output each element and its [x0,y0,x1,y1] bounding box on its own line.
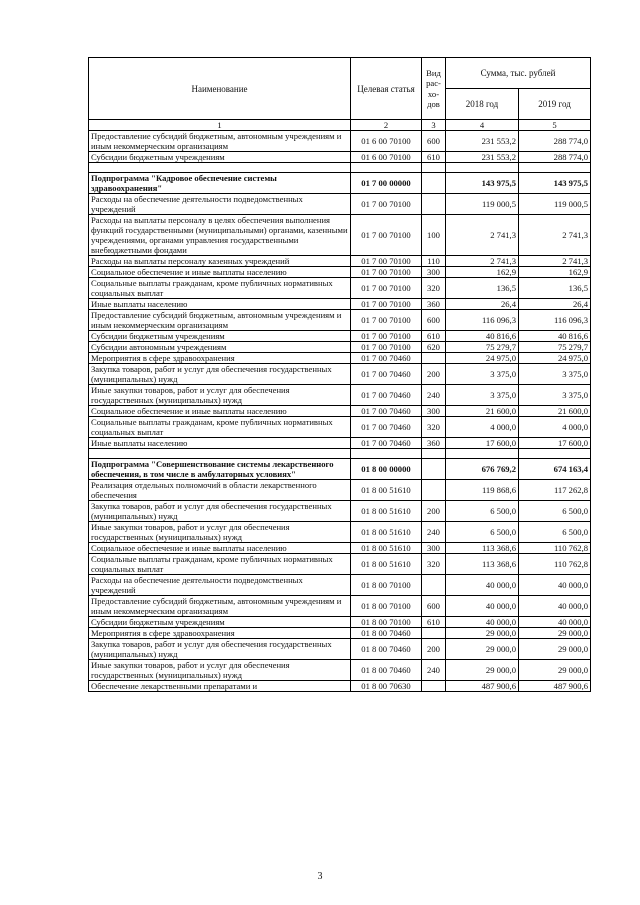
cell-amount-2019: 29 000,0 [519,628,591,639]
table-row [89,310,591,331]
cell-expense-type [422,459,446,480]
cell-target-article: 01 8 00 51610 [351,480,422,501]
cell-name: Социальные выплаты гражданам, кроме публичных нормативных социальных выплат [89,278,351,299]
cell-name: Закупка товаров, работ и услуг для обеспечения государственных (муниципальных) нужд [89,364,351,385]
cell-name: Реализация отдельных полномочий в области лекарственного обеспечения [89,480,351,501]
table-row [89,596,591,617]
cell-expense-type: 320 [422,417,446,438]
cell-name: Предоставление субсидий бюджетным, автономным учреждениям и иным некоммерческим организациям [89,596,351,617]
cell-amount-2019: 40 816,6 [519,331,591,342]
cell-target-article: 01 7 00 70100 [351,194,422,215]
cell-expense-type [422,480,446,501]
cell-amount-2019: 40 000,0 [519,596,591,617]
cell-name: Подпрограмма "Совершенствование системы лекарственного обеспечения, в том числе в амбулаторных условиях" [89,459,351,480]
cell-expense-type [422,194,446,215]
cell-name: Субсидии бюджетным учреждениям [89,617,351,628]
cell-amount-2018: 40 816,6 [446,331,519,342]
cell-expense-type: 600 [422,131,446,152]
table-row [89,215,591,256]
cell-name: Обеспечение лекарственными препаратами и [89,681,351,692]
cell-expense-type: 240 [422,385,446,406]
cell-amount-2019: 17 600,0 [519,438,591,449]
cell-target-article: 01 8 00 70100 [351,596,422,617]
cell-target-article: 01 7 00 70100 [351,267,422,278]
column-number-row [89,120,591,131]
spacer-cell [89,163,351,173]
table-row [89,681,591,692]
cell-amount-2018: 29 000,0 [446,660,519,681]
cell-target-article: 01 8 00 70460 [351,628,422,639]
cell-amount-2018: 75 279,7 [446,342,519,353]
cell-name: Закупка товаров, работ и услуг для обеспечения государственных (муниципальных) нужд [89,501,351,522]
cell-amount-2018: 487 900,6 [446,681,519,692]
cell-amount-2019: 24 975,0 [519,353,591,364]
table-row [89,628,591,639]
table-row [89,194,591,215]
cell-amount-2019: 119 000,5 [519,194,591,215]
spacer-cell [519,163,591,173]
table-row [89,364,591,385]
cell-name: Иные закупки товаров, работ и услуг для обеспечения государственных (муниципальных) нужд [89,385,351,406]
col-number: 4 [446,120,519,131]
table-row [89,522,591,543]
cell-name: Социальное обеспечение и иные выплаты населению [89,267,351,278]
cell-amount-2019: 3 375,0 [519,364,591,385]
table-row [89,438,591,449]
cell-target-article: 01 7 00 70100 [351,310,422,331]
spacer-cell [89,449,351,459]
table-row [89,256,591,267]
cell-amount-2019: 117 262,8 [519,480,591,501]
cell-target-article: 01 7 00 70460 [351,385,422,406]
cell-target-article: 01 8 00 51610 [351,501,422,522]
cell-amount-2018: 113 368,6 [446,543,519,554]
cell-expense-type: 610 [422,152,446,163]
cell-name: Субсидии автономным учреждениям [89,342,351,353]
table-row [89,267,591,278]
table-row [89,152,591,163]
cell-amount-2018: 143 975,5 [446,173,519,194]
header-expense-type: Вид рас-хо-дов [422,58,446,120]
cell-amount-2019: 6 500,0 [519,501,591,522]
cell-amount-2018: 4 000,0 [446,417,519,438]
cell-amount-2018: 40 000,0 [446,575,519,596]
spacer-cell [351,163,422,173]
cell-name: Расходы на выплаты персоналу казенных учреждений [89,256,351,267]
cell-name: Социальные выплаты гражданам, кроме публичных нормативных социальных выплат [89,554,351,575]
cell-target-article: 01 7 00 70460 [351,406,422,417]
cell-expense-type: 200 [422,364,446,385]
cell-amount-2018: 26,4 [446,299,519,310]
cell-target-article: 01 8 00 70460 [351,660,422,681]
cell-amount-2019: 162,9 [519,267,591,278]
cell-amount-2019: 26,4 [519,299,591,310]
cell-name: Расходы на обеспечение деятельности подведомственных учреждений [89,194,351,215]
cell-expense-type [422,173,446,194]
cell-amount-2018: 3 375,0 [446,385,519,406]
cell-name: Мероприятия в сфере здравоохранения [89,353,351,364]
cell-amount-2019: 110 762,8 [519,554,591,575]
spacer-cell [519,449,591,459]
cell-amount-2019: 40 000,0 [519,617,591,628]
spacer-cell [422,163,446,173]
table-row [89,278,591,299]
cell-target-article: 01 7 00 70100 [351,215,422,256]
cell-target-article: 01 7 00 70100 [351,331,422,342]
cell-expense-type: 610 [422,331,446,342]
cell-target-article: 01 8 00 51610 [351,522,422,543]
cell-amount-2019: 75 279,7 [519,342,591,353]
table-row [89,639,591,660]
col-number: 3 [422,120,446,131]
cell-amount-2018: 29 000,0 [446,628,519,639]
header-year-2018: 2018 год [446,89,519,120]
cell-amount-2019: 40 000,0 [519,575,591,596]
table-row [89,480,591,501]
subprogram-row [89,173,591,194]
cell-expense-type: 200 [422,639,446,660]
cell-amount-2018: 29 000,0 [446,639,519,660]
cell-expense-type: 300 [422,543,446,554]
cell-expense-type: 600 [422,310,446,331]
cell-amount-2018: 17 600,0 [446,438,519,449]
cell-expense-type: 110 [422,256,446,267]
cell-name: Субсидии бюджетным учреждениям [89,331,351,342]
spacer-cell [446,449,519,459]
cell-expense-type: 300 [422,406,446,417]
col-number: 1 [89,120,351,131]
spacer-row [89,163,591,173]
cell-target-article: 01 7 00 00000 [351,173,422,194]
cell-name: Иные выплаты населению [89,299,351,310]
cell-target-article: 01 6 00 70100 [351,131,422,152]
cell-amount-2019: 21 600,0 [519,406,591,417]
cell-amount-2018: 231 553,2 [446,152,519,163]
cell-amount-2018: 21 600,0 [446,406,519,417]
cell-amount-2019: 674 163,4 [519,459,591,480]
cell-expense-type: 320 [422,554,446,575]
table-row [89,554,591,575]
cell-target-article: 01 8 00 00000 [351,459,422,480]
table-row [89,660,591,681]
cell-target-article: 01 7 00 70100 [351,278,422,299]
cell-expense-type: 300 [422,267,446,278]
spacer-row [89,449,591,459]
cell-target-article: 01 8 00 70630 [351,681,422,692]
table-body [89,131,591,692]
cell-expense-type: 600 [422,596,446,617]
cell-amount-2019: 2 741,3 [519,215,591,256]
cell-target-article: 01 8 00 70460 [351,639,422,660]
cell-expense-type [422,353,446,364]
cell-amount-2018: 2 741,3 [446,256,519,267]
cell-expense-type [422,575,446,596]
cell-target-article: 01 7 00 70100 [351,256,422,267]
cell-target-article: 01 8 00 51610 [351,554,422,575]
cell-target-article: 01 8 00 70100 [351,617,422,628]
cell-name: Социальные выплаты гражданам, кроме публичных нормативных социальных выплат [89,417,351,438]
cell-expense-type: 360 [422,438,446,449]
table-row [89,131,591,152]
cell-expense-type [422,628,446,639]
cell-target-article: 01 7 00 70100 [351,299,422,310]
cell-target-article: 01 7 00 70100 [351,342,422,353]
cell-target-article: 01 7 00 70460 [351,438,422,449]
cell-expense-type: 240 [422,522,446,543]
cell-name: Иные закупки товаров, работ и услуг для обеспечения государственных (муниципальных) нужд [89,660,351,681]
col-number: 5 [519,120,591,131]
cell-target-article: 01 7 00 70460 [351,353,422,364]
cell-amount-2019: 487 900,6 [519,681,591,692]
cell-target-article: 01 7 00 70460 [351,417,422,438]
cell-name: Предоставление субсидий бюджетным, автономным учреждениям и иным некоммерческим организациям [89,131,351,152]
cell-target-article: 01 8 00 51610 [351,543,422,554]
cell-amount-2018: 136,5 [446,278,519,299]
cell-name: Предоставление субсидий бюджетным, автономным учреждениям и иным некоммерческим организациям [89,310,351,331]
table-row [89,617,591,628]
table-row [89,501,591,522]
cell-amount-2018: 6 500,0 [446,522,519,543]
cell-expense-type: 200 [422,501,446,522]
cell-amount-2018: 119 868,6 [446,480,519,501]
cell-name: Подпрограмма "Кадровое обеспечение системы здравоохранения" [89,173,351,194]
spacer-cell [351,449,422,459]
cell-amount-2019: 110 762,8 [519,543,591,554]
cell-amount-2018: 113 368,6 [446,554,519,575]
spacer-cell [446,163,519,173]
table-row [89,331,591,342]
cell-expense-type: 320 [422,278,446,299]
cell-amount-2019: 4 000,0 [519,417,591,438]
cell-amount-2019: 288 774,0 [519,131,591,152]
cell-name: Мероприятия в сфере здравоохранения [89,628,351,639]
cell-expense-type: 360 [422,299,446,310]
table-row [89,353,591,364]
cell-amount-2019: 29 000,0 [519,639,591,660]
cell-expense-type: 240 [422,660,446,681]
cell-amount-2018: 3 375,0 [446,364,519,385]
cell-target-article: 01 6 00 70100 [351,152,422,163]
header-target-article: Целевая статья [351,58,422,120]
cell-name: Социальное обеспечение и иные выплаты населению [89,543,351,554]
cell-amount-2018: 116 096,3 [446,310,519,331]
table-row [89,406,591,417]
cell-amount-2018: 40 000,0 [446,596,519,617]
cell-name: Иные выплаты населению [89,438,351,449]
cell-target-article: 01 7 00 70460 [351,364,422,385]
cell-amount-2019: 3 375,0 [519,385,591,406]
table-row [89,299,591,310]
cell-amount-2018: 40 000,0 [446,617,519,628]
table-row [89,543,591,554]
cell-target-article: 01 8 00 70100 [351,575,422,596]
header-sum: Сумма, тыс. рублей [446,58,591,89]
cell-amount-2018: 119 000,5 [446,194,519,215]
cell-amount-2019: 2 741,3 [519,256,591,267]
cell-expense-type: 100 [422,215,446,256]
cell-amount-2018: 162,9 [446,267,519,278]
cell-expense-type [422,681,446,692]
cell-name: Социальное обеспечение и иные выплаты населению [89,406,351,417]
cell-expense-type: 620 [422,342,446,353]
cell-amount-2019: 143 975,5 [519,173,591,194]
cell-amount-2018: 2 741,3 [446,215,519,256]
cell-name: Закупка товаров, работ и услуг для обеспечения государственных (муниципальных) нужд [89,639,351,660]
page-number: 3 [317,871,323,882]
cell-name: Расходы на выплаты персоналу в целях обеспечения выполнения функций государственными (муниципальными) органами, казенными учреждениями, органами управления государственными внебюджетными фондами [89,215,351,256]
col-number: 2 [351,120,422,131]
spacer-cell [422,449,446,459]
cell-amount-2018: 676 769,2 [446,459,519,480]
cell-amount-2018: 6 500,0 [446,501,519,522]
cell-amount-2019: 288 774,0 [519,152,591,163]
cell-amount-2019: 136,5 [519,278,591,299]
cell-amount-2019: 116 096,3 [519,310,591,331]
cell-amount-2019: 6 500,0 [519,522,591,543]
cell-amount-2019: 29 000,0 [519,660,591,681]
table-row [89,342,591,353]
cell-name: Субсидии бюджетным учреждениям [89,152,351,163]
cell-amount-2018: 24 975,0 [446,353,519,364]
header-name: Наименование [89,58,351,120]
table-row [89,417,591,438]
subprogram-row [89,459,591,480]
budget-table [88,57,591,692]
cell-expense-type: 610 [422,617,446,628]
cell-name: Иные закупки товаров, работ и услуг для обеспечения государственных (муниципальных) нужд [89,522,351,543]
cell-name: Расходы на обеспечение деятельности подведомственных учреждений [89,575,351,596]
cell-amount-2018: 231 553,2 [446,131,519,152]
table-row [89,385,591,406]
header-year-2019: 2019 год [519,89,591,120]
table-row [89,575,591,596]
